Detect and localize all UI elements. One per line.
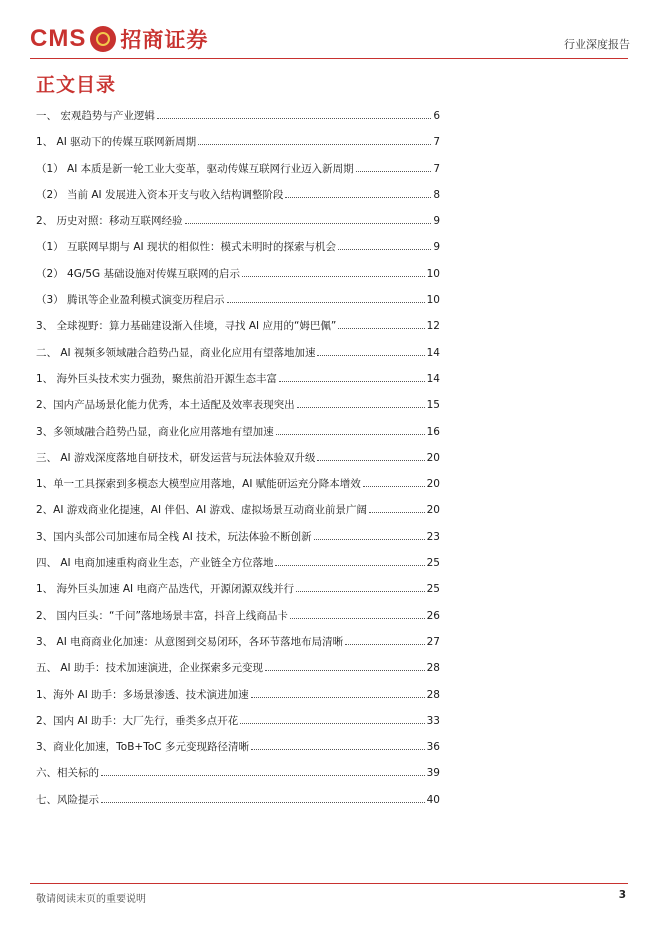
logo-text-en: CMS bbox=[30, 25, 87, 52]
toc-entry-title: （2） 当前 AI 发展进入资本开支与收入结构调整阶段 bbox=[36, 188, 284, 201]
toc-entry-title: 3、多领域融合趋势凸显，商业化应用落地有望加速 bbox=[36, 425, 274, 438]
cms-logo bbox=[30, 24, 208, 54]
toc-entry-title: 四、 AI 电商加速重构商业生态，产业链全方位落地 bbox=[36, 557, 274, 570]
toc-entry-title: 六、相关标的 bbox=[36, 767, 99, 780]
disclaimer-note: 敬请阅读末页的重要说明 bbox=[36, 894, 146, 905]
page-header bbox=[30, 20, 630, 60]
toc-entry-page: 6 bbox=[433, 110, 440, 122]
toc-entry-title: 1、 AI 驱动下的传媒互联网新周期 bbox=[36, 136, 197, 149]
page-number: 3 bbox=[618, 889, 626, 901]
toc-entry-title: 五、 AI 助手：技术加速演进，企业探索多元变现 bbox=[36, 662, 263, 675]
toc-entry[interactable] bbox=[36, 398, 440, 424]
toc-entry-title: 3、 AI 电商商业化加速：从意图到交易闭环，各环节落地布局清晰 bbox=[36, 635, 344, 648]
toc-entry-title: 二、 AI 视频多领域融合趋势凸显，商业化应用有望落地加速 bbox=[36, 346, 316, 359]
toc-entry-page: 14 bbox=[426, 372, 440, 385]
toc-dot-leader bbox=[276, 434, 425, 435]
toc-entry[interactable] bbox=[36, 214, 440, 240]
toc-entry-page: 36 bbox=[426, 741, 440, 754]
toc-dot-leader bbox=[314, 539, 425, 540]
toc-dot-leader bbox=[363, 486, 425, 487]
toc-dot-leader bbox=[317, 355, 424, 356]
toc-entry[interactable] bbox=[36, 293, 440, 319]
toc-dot-leader bbox=[338, 328, 424, 329]
toc-entry[interactable] bbox=[36, 635, 440, 661]
toc-dot-leader bbox=[242, 276, 425, 277]
report-type-label: 行业深度报告 bbox=[564, 38, 630, 51]
toc-dot-leader bbox=[185, 223, 432, 224]
toc-entry-page: 27 bbox=[426, 635, 440, 648]
toc-entry-title: 3、 全球视野：算力基础建设渐入佳境，寻找 AI 应用的“姆巴佩” bbox=[36, 320, 337, 333]
toc-entry-page: 33 bbox=[426, 714, 440, 727]
toc-entry[interactable] bbox=[36, 451, 440, 477]
toc-entry[interactable] bbox=[36, 688, 440, 714]
toc-entry-page: 28 bbox=[426, 662, 440, 675]
toc-entry-page: 15 bbox=[426, 399, 440, 412]
toc-entry-title: （1） 互联网早期与 AI 现状的相似性：模式未明时的探索与机会 bbox=[36, 241, 336, 254]
toc-entry-page: 7 bbox=[433, 162, 440, 175]
toc-dot-leader bbox=[285, 197, 431, 198]
toc-entry-page: 26 bbox=[426, 609, 440, 622]
toc-dot-leader bbox=[251, 697, 425, 698]
toc-entry[interactable] bbox=[36, 766, 440, 792]
toc-dot-leader bbox=[345, 644, 424, 645]
toc-entry-page: 10 bbox=[426, 294, 440, 307]
toc-entry-page: 9 bbox=[433, 215, 440, 228]
toc-entry-page: 39 bbox=[426, 767, 440, 780]
toc-entry[interactable] bbox=[36, 240, 440, 266]
toc-entry-page: 28 bbox=[426, 688, 440, 701]
toc-entry-page: 10 bbox=[426, 267, 440, 280]
toc-dot-leader bbox=[297, 407, 425, 408]
toc-entry-title: 2、AI 游戏商业化提速，AI 伴侣、AI 游戏、虚拟场景互动商业前景广阔 bbox=[36, 504, 368, 517]
toc-entry[interactable] bbox=[36, 267, 440, 293]
toc-entry-page: 20 bbox=[426, 451, 440, 464]
toc-entry-title: 2、 国内巨头：“千问”落地场景丰富，抖音上线商品卡 bbox=[36, 609, 288, 622]
toc-entry-page: 16 bbox=[426, 425, 440, 438]
toc-entry-title: 七、风险提示 bbox=[36, 793, 99, 806]
toc-dot-leader bbox=[275, 565, 424, 566]
toc-entry[interactable] bbox=[36, 793, 440, 819]
toc-entry-page: 9 bbox=[433, 241, 440, 254]
toc-entry[interactable] bbox=[36, 109, 440, 135]
toc-entry[interactable] bbox=[36, 740, 440, 766]
toc-dot-leader bbox=[338, 249, 431, 250]
toc-entry-title: 3、国内头部公司加速布局全栈 AI 技术，玩法体验不断创新 bbox=[36, 530, 312, 543]
toc-entry-title: 3、商业化加速，ToB+ToC 多元变现路径清晰 bbox=[36, 741, 249, 754]
toc-entry-title: 1、 海外巨头加速 AI 电商产品迭代，开源闭源双线并行 bbox=[36, 583, 294, 596]
toc-entry-title: （3） 腾讯等企业盈利模式演变历程启示 bbox=[36, 294, 225, 307]
toc-dot-leader bbox=[317, 460, 424, 461]
toc-dot-leader bbox=[101, 802, 425, 803]
toc-entry-title: 2、国内 AI 助手：大厂先行，垂类多点开花 bbox=[36, 714, 239, 727]
toc-dot-leader bbox=[198, 144, 431, 145]
toc-entry-page: 7 bbox=[433, 136, 440, 149]
toc-entry[interactable] bbox=[36, 530, 440, 556]
footer-divider bbox=[30, 883, 628, 884]
toc-dot-leader bbox=[227, 302, 425, 303]
toc-dot-leader bbox=[290, 618, 425, 619]
logo-emblem-icon bbox=[90, 26, 116, 52]
toc-entry-page: 8 bbox=[433, 188, 440, 201]
toc-dot-leader bbox=[251, 749, 425, 750]
toc-dot-leader bbox=[265, 670, 425, 671]
toc-entry-page: 23 bbox=[426, 530, 440, 543]
toc-title: 正文目录 bbox=[36, 74, 117, 96]
toc-dot-leader bbox=[356, 171, 432, 172]
toc-dot-leader bbox=[101, 775, 425, 776]
logo-text-cn: 招商证券 bbox=[120, 27, 209, 52]
toc-entry[interactable] bbox=[36, 609, 440, 635]
toc-entry-page: 25 bbox=[426, 557, 440, 570]
toc-entry-title: 2、国内产品场景化能力优秀，本土适配及效率表现突出 bbox=[36, 399, 295, 412]
toc-entry-page: 12 bbox=[426, 320, 440, 333]
toc-dot-leader bbox=[279, 381, 425, 382]
toc-entry[interactable] bbox=[36, 714, 440, 740]
toc-entry-title: （2） 4G/5G 基础设施对传媒互联网的启示 bbox=[36, 267, 241, 280]
toc-entry-title: （1） AI 本质是新一轮工业大变革，驱动传媒互联网行业迈入新周期 bbox=[36, 162, 354, 175]
toc-entry[interactable] bbox=[36, 503, 440, 529]
toc-dot-leader bbox=[296, 591, 425, 592]
toc-entry-title: 1、 海外巨头技术实力强劲，聚焦前沿开源生态丰富 bbox=[36, 372, 278, 385]
toc-entry[interactable] bbox=[36, 661, 440, 687]
toc-entry-page: 40 bbox=[426, 793, 440, 806]
toc-entry[interactable] bbox=[36, 188, 440, 214]
toc-dot-leader bbox=[157, 118, 431, 119]
toc-entry[interactable] bbox=[36, 425, 440, 451]
toc-entry-title: 1、海外 AI 助手：多场景渗透、技术演进加速 bbox=[36, 688, 249, 701]
toc-dot-leader bbox=[369, 512, 425, 513]
toc-entry-page: 20 bbox=[426, 504, 440, 517]
header-divider bbox=[30, 58, 628, 59]
toc-entry-title: 一、 宏观趋势与产业逻辑 bbox=[36, 110, 155, 122]
toc-dot-leader bbox=[240, 723, 424, 724]
toc-entry-title: 2、 历史对照：移动互联网经验 bbox=[36, 215, 183, 228]
toc-entry-title: 三、 AI 游戏深度落地自研技术，研发运营与玩法体验双升级 bbox=[36, 451, 316, 464]
toc-entry[interactable] bbox=[36, 346, 440, 372]
toc-entry-page: 14 bbox=[426, 346, 440, 359]
toc-entry-page: 20 bbox=[426, 478, 440, 491]
toc-entry[interactable] bbox=[36, 556, 440, 582]
toc-entry[interactable] bbox=[36, 319, 440, 345]
toc-entry[interactable] bbox=[36, 477, 440, 503]
table-of-contents bbox=[36, 109, 440, 819]
toc-entry[interactable] bbox=[36, 162, 440, 188]
toc-entry[interactable] bbox=[36, 582, 440, 608]
toc-entry-title: 1、单一工具探索到多模态大模型应用落地，AI 赋能研运充分降本增效 bbox=[36, 478, 361, 491]
toc-entry[interactable] bbox=[36, 372, 440, 398]
toc-entry-page: 25 bbox=[426, 583, 440, 596]
toc-entry[interactable] bbox=[36, 135, 440, 161]
